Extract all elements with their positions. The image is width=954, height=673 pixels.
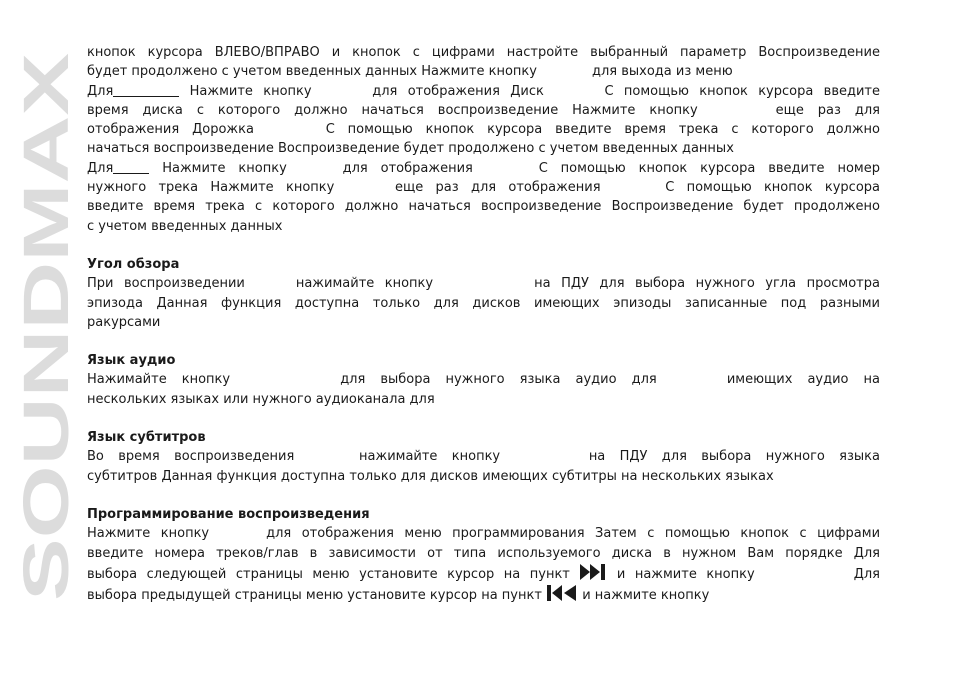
text: еще раз для отображения <box>394 180 601 196</box>
text: С помощью кнопок курсора введите номер <box>538 160 880 176</box>
text: для выбора нужного языка аудио для <box>340 372 657 388</box>
text: Нажмите кнопку <box>189 83 312 99</box>
logo-text: SOUNDMAX <box>10 227 82 601</box>
text-line <box>87 524 880 543</box>
text: Для <box>87 160 114 176</box>
text-line <box>87 62 880 81</box>
underline-blank <box>113 160 149 174</box>
text: Нажмите кнопку <box>87 526 210 542</box>
text: выбора предыдущей страницы меню установите курсор на пункт <box>87 588 542 604</box>
text: для отображения <box>342 160 473 176</box>
angle-paragraph <box>87 274 880 332</box>
text-line <box>87 390 880 409</box>
text: субтитров Данная функция доступна только для дисков имеющих субтитры на нескольких языках <box>87 468 774 484</box>
skip-next-icon <box>579 563 607 581</box>
audio-paragraph <box>87 370 880 409</box>
text: Для <box>87 83 114 99</box>
page-content <box>87 43 880 605</box>
text: нажимайте кнопку <box>359 449 501 465</box>
text: для отображения меню программирования Затем с помощью кнопок с цифрами <box>266 526 881 542</box>
subtitles-paragraph <box>87 447 880 486</box>
text: С помощью кнопок курсора введите время трека с которого должно <box>325 122 880 138</box>
text: с учетом введенных данных <box>87 218 283 234</box>
text: отображения Дорожка <box>87 122 254 138</box>
text: При воспроизведении <box>87 276 245 292</box>
playback-paragraph <box>87 43 880 236</box>
text-line <box>87 274 880 293</box>
text: нужного трека Нажмите кнопку <box>87 180 335 196</box>
text-line <box>87 447 880 466</box>
text: Нажимайте кнопку <box>87 372 231 388</box>
text: Нажмите кнопку <box>162 160 287 176</box>
text-line <box>87 584 880 605</box>
text-line <box>87 101 880 120</box>
text: для выхода из меню <box>591 64 733 80</box>
text-line <box>87 197 880 216</box>
text: кнопок курсора ВЛЕВО/ВПРАВО и кнопок с цифрами настройте выбранный параметр Воспроизведение <box>87 45 880 60</box>
text: начаться воспроизведение Воспроизведение будет продолжено с учетом введенных данных <box>87 141 734 157</box>
text: будет продолжено с учетом введенных данных Нажмите кнопку <box>87 64 537 80</box>
text: Во время воспроизведения <box>87 449 295 465</box>
text: введите номера треков/глав в зависимости от типа используемого диска в нужном Вам порядке Для <box>87 545 880 561</box>
text: время диска с которого должно начаться воспроизведение Нажмите кнопку <box>87 102 698 118</box>
section-heading-program: Программирование воспроизведения <box>87 506 370 522</box>
text-line <box>87 217 880 236</box>
text: С помощью кнопок курсора введите <box>604 83 880 99</box>
section-heading-audio: Язык аудио <box>87 353 176 369</box>
brand-logo <box>10 53 82 601</box>
section-heading-subtitles: Язык субтитров <box>87 430 206 446</box>
text: выбора следующей страницы меню установите курсор на пункт <box>87 566 570 582</box>
section-heading-angle: Угол обзора <box>87 256 180 272</box>
text: для отображения Диск <box>372 83 544 99</box>
skip-previous-icon <box>546 584 578 602</box>
text: еще раз для <box>775 102 880 118</box>
underline-blank <box>113 83 179 97</box>
text-line <box>87 294 880 313</box>
text-line <box>87 120 880 139</box>
text-line <box>87 563 880 584</box>
text: С помощью кнопок курсора <box>665 180 880 196</box>
text-line <box>87 313 880 332</box>
text-line <box>87 467 880 486</box>
text: Для <box>853 566 880 582</box>
text: на ПДУ для выбора нужного угла просмотра <box>534 276 880 292</box>
text: нескольких языках или нужного аудиоканала для <box>87 391 435 407</box>
text: на ПДУ для выбора нужного языка <box>588 449 880 465</box>
text: нажимайте кнопку <box>295 276 434 292</box>
text: и нажмите кнопку <box>616 566 755 582</box>
text: ракурсами <box>87 314 161 330</box>
text-line <box>87 82 880 101</box>
text-line <box>87 159 880 178</box>
soundmax-logo <box>10 53 82 601</box>
text-line <box>87 43 880 62</box>
text-line <box>87 544 880 563</box>
text-line <box>87 370 880 389</box>
text-line <box>87 178 880 197</box>
text: и нажмите кнопку <box>582 588 710 604</box>
text-line <box>87 139 880 158</box>
program-paragraph <box>87 524 880 605</box>
text: эпизода Данная функция доступна только для дисков имеющих эпизоды записанные под разными <box>87 295 880 311</box>
text: введите время трека с которого должно начаться воспроизведение Воспроизведение будет продолжено <box>87 199 880 215</box>
text: имеющих аудио на <box>726 372 881 388</box>
